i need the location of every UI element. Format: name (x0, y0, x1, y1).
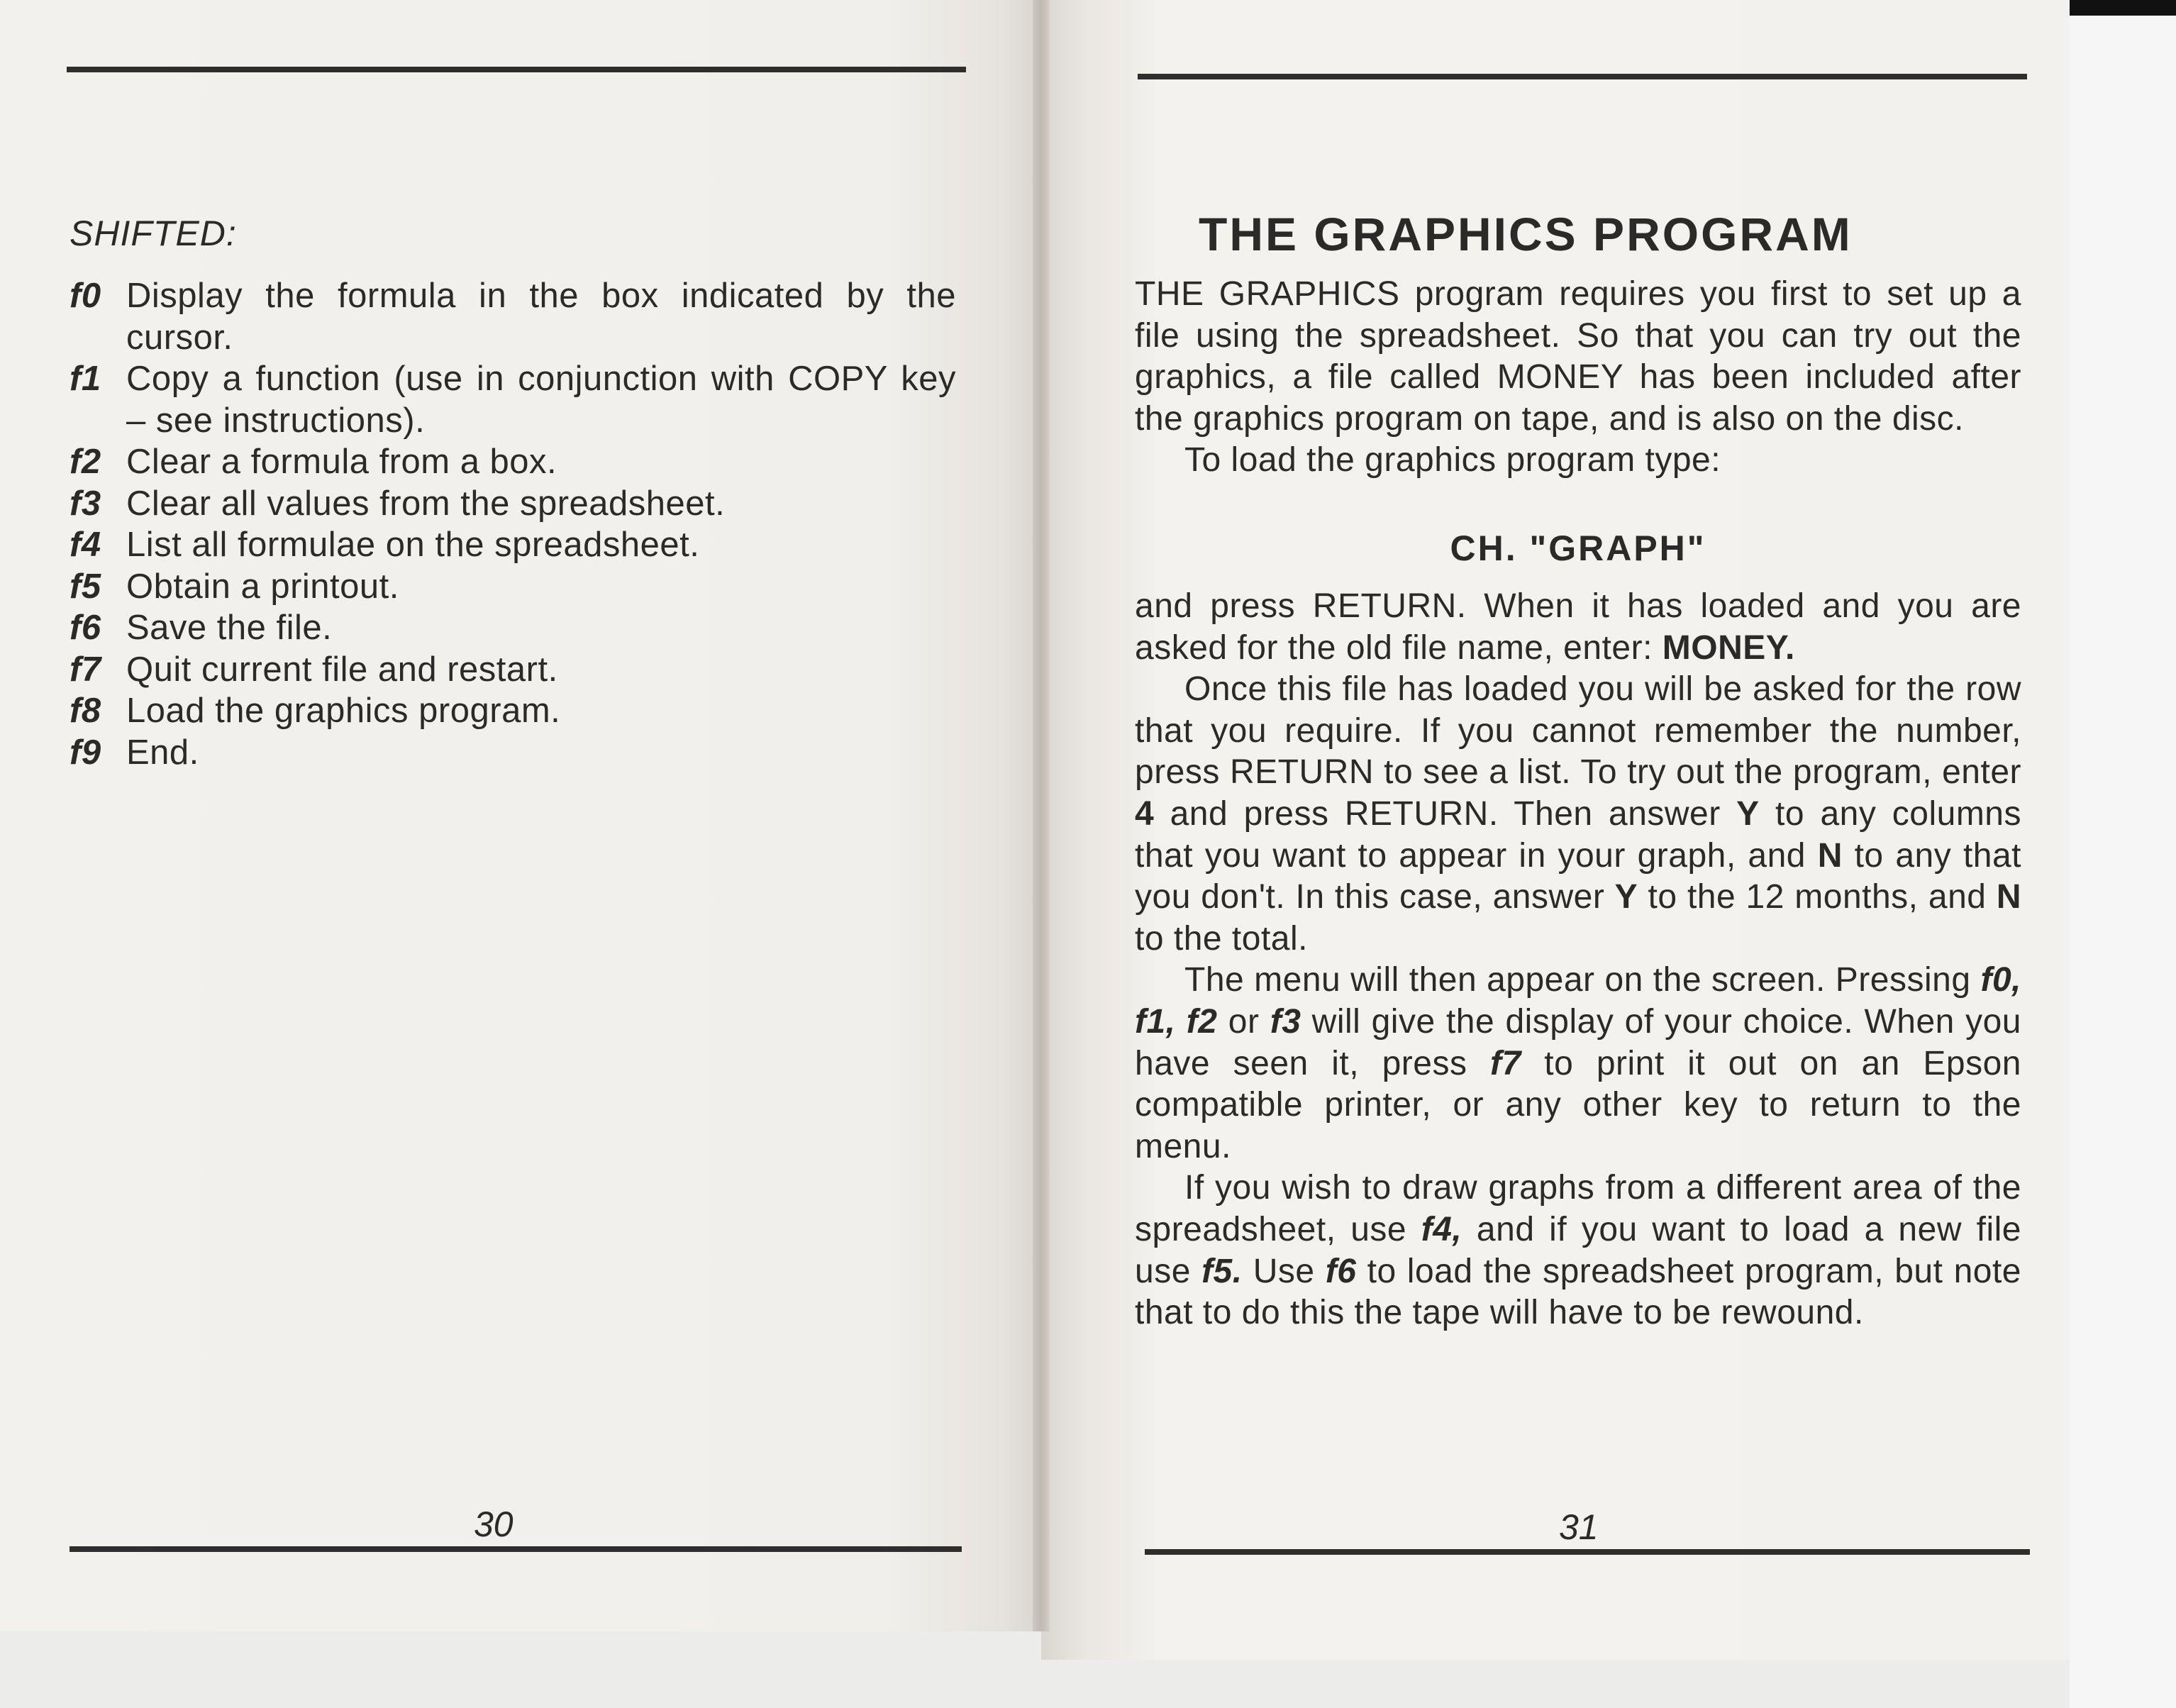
function-desc: List all formulae on the spreadsheet. (126, 526, 700, 564)
list-item (70, 732, 956, 774)
function-key: f8 (70, 692, 101, 730)
paragraph (1135, 669, 2021, 960)
list-item (70, 690, 956, 732)
function-desc: Obtain a printout. (126, 567, 399, 606)
right-top-rule (1138, 74, 2027, 79)
instructions-text (1135, 586, 2021, 1334)
text: to any that you don't. In this case, answer (1135, 836, 2022, 916)
list-item (70, 607, 956, 649)
list-item (70, 441, 956, 483)
load-command: CH. "GRAPH" (1450, 528, 1706, 568)
function-desc: Display the formula in the box indicated by the cursor. (126, 277, 956, 357)
left-bottom-rule (70, 1546, 962, 1552)
function-key: f9 (70, 733, 101, 772)
text: to the 12 months, and (1638, 878, 1997, 916)
answer-yes: Y (1736, 794, 1760, 833)
page-number-left: 30 (474, 1504, 514, 1544)
function-desc: Quit current file and restart. (126, 650, 558, 689)
background-corner (2070, 0, 2176, 1708)
function-key: f5. (1201, 1252, 1243, 1290)
row-number: 4 (1135, 794, 1155, 833)
text: Use (1242, 1252, 1326, 1290)
function-key: f5 (70, 567, 101, 606)
list-item (70, 358, 956, 441)
list-item (70, 524, 956, 566)
intro-text (1135, 274, 2021, 482)
answer-no: N (1996, 878, 2022, 916)
function-key: f2 (70, 443, 101, 481)
paragraph: To load the graphics program type: (1184, 441, 1721, 479)
function-desc: Copy a function (use in conjunction with COPY key – see instructions). (126, 360, 956, 440)
function-key: f3 (1270, 1002, 1301, 1041)
function-desc: End. (126, 733, 199, 772)
answer-yes: Y (1614, 878, 1638, 916)
function-key-list (70, 275, 956, 773)
function-key: f4 (70, 526, 101, 564)
text: Once this file has loaded you will be asked for the row that you require. If you cannot remember the number, press RETURN to see a list. To try out the program, enter (1135, 670, 2021, 792)
page-title: THE GRAPHICS PROGRAM (1199, 208, 1853, 260)
text: to any columns that you want to appear in your graph, and (1135, 794, 2021, 875)
paragraph (1135, 586, 2021, 669)
function-key: f0 (70, 277, 101, 315)
function-keys: f0, f1, f2 (1135, 961, 2021, 1041)
list-item (70, 275, 956, 358)
text: will give the display of your choice. When you have seen it, press (1135, 1002, 2022, 1082)
money-filename: MONEY. (1662, 628, 1795, 667)
text: If you wish to draw graphs from a different area of the spreadsheet, use (1135, 1169, 2021, 1248)
text: to print it out on an Epson compatible printer, or any other key to return to the menu. (1135, 1044, 2021, 1165)
text: to load the spreadsheet program, but note that to do this the tape will have to be rewound. (1135, 1252, 2022, 1332)
function-key: f7 (1490, 1044, 1521, 1082)
function-key: f4, (1421, 1210, 1462, 1248)
paragraph (1135, 960, 2021, 1168)
function-key: f3 (70, 484, 101, 523)
function-desc: Save the file. (126, 609, 333, 647)
dark-edge (2070, 0, 2176, 16)
function-key: f6 (1325, 1252, 1357, 1290)
paragraph: THE GRAPHICS program requires you first to set up a file using the spreadsheet. So that you can try out the graphics, a file called MONEY has been included after the graphics program on tape, and is also on the disc. (1135, 275, 2021, 438)
text: and if you want to load a new file use (1135, 1210, 2021, 1290)
paragraph (1135, 1168, 2021, 1333)
function-key: f1 (70, 360, 101, 398)
text: to the total. (1135, 919, 1308, 958)
right-bottom-rule (1145, 1549, 2030, 1555)
book-spine (1033, 0, 1050, 1631)
list-item (70, 483, 956, 525)
list-item (70, 566, 956, 608)
left-top-rule (67, 67, 966, 72)
function-desc: Clear all values from the spreadsheet. (126, 484, 726, 523)
function-desc: Clear a formula from a box. (126, 443, 557, 481)
text: The menu will then appear on the screen. Pressing (1184, 961, 1981, 999)
page-number-right: 31 (1559, 1507, 1599, 1547)
text: and press RETURN. Then answer (1154, 794, 1737, 833)
list-item (70, 649, 956, 691)
text: or (1217, 1002, 1270, 1041)
answer-no: N (1817, 836, 1843, 875)
function-key: f7 (70, 650, 101, 689)
function-desc: Load the graphics program. (126, 692, 561, 730)
function-key: f6 (70, 609, 101, 647)
shifted-heading: SHIFTED: (70, 214, 237, 253)
text: and press RETURN. When it has loaded and you are asked for the old file name, enter: (1135, 587, 2021, 667)
